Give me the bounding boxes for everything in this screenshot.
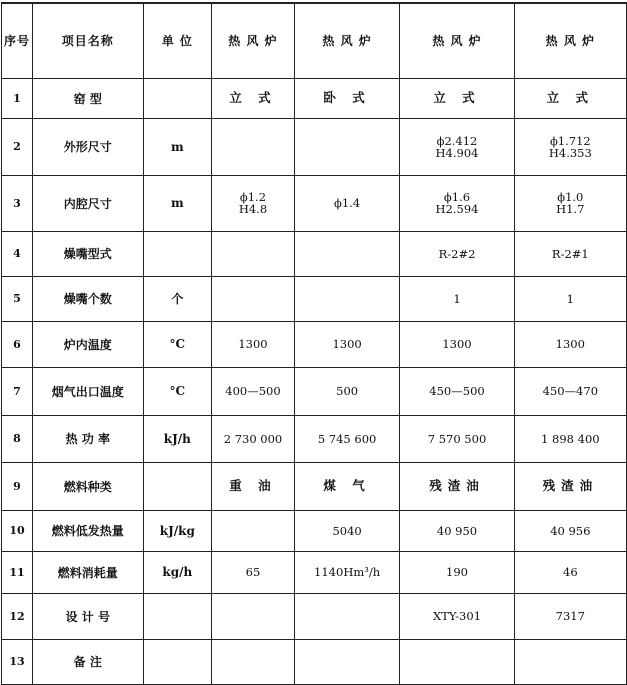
row-value-col-3 bbox=[400, 276, 514, 321]
row-item-name: 燃料消耗量 bbox=[33, 551, 144, 593]
header-unit: 单 位 bbox=[143, 3, 212, 78]
row-item-name: 燥嘴个数 bbox=[33, 276, 144, 321]
row-value-col-1 bbox=[212, 551, 295, 593]
row-number: 6 bbox=[2, 321, 33, 367]
row-value-col-2 bbox=[294, 276, 400, 321]
cell-value-line: 400—500 bbox=[225, 384, 281, 398]
cell-value-line: 1 bbox=[566, 291, 574, 306]
row-value-col-2 bbox=[294, 231, 400, 276]
cell-value-line: 立 式 bbox=[433, 90, 481, 105]
row-value-col-3 bbox=[400, 118, 514, 175]
cell-value-line: 7 570 500 bbox=[427, 431, 487, 446]
cell-value-line: H4.353 bbox=[548, 145, 592, 160]
cell-value-line: 7317 bbox=[555, 609, 585, 623]
cell-value-line: 500 bbox=[336, 384, 359, 398]
table-row bbox=[2, 231, 627, 276]
cell-value-line: 46 bbox=[563, 565, 578, 579]
row-value-col-1 bbox=[212, 462, 295, 510]
row-value-col-4 bbox=[514, 415, 626, 462]
row-value-col-2 bbox=[294, 462, 400, 510]
row-number: 2 bbox=[2, 118, 33, 175]
row-unit: kg/h bbox=[143, 551, 212, 593]
table-row bbox=[2, 175, 627, 231]
row-number: 7 bbox=[2, 367, 33, 415]
row-item-name: 燃料种类 bbox=[33, 462, 144, 510]
row-value-col-1 bbox=[212, 367, 295, 415]
header-col-2: 热 风 炉 bbox=[294, 3, 400, 78]
header-col-3: 热 风 炉 bbox=[400, 3, 514, 78]
row-unit: m bbox=[143, 175, 212, 231]
row-unit bbox=[143, 78, 212, 118]
table-row bbox=[2, 367, 627, 415]
header-col-4: 热 风 炉 bbox=[514, 3, 626, 78]
table-row bbox=[2, 551, 627, 593]
cell-value-line: R-2#1 bbox=[551, 246, 589, 261]
row-value-col-2 bbox=[294, 593, 400, 639]
row-number: 5 bbox=[2, 276, 33, 321]
row-unit bbox=[143, 593, 212, 639]
row-number: 11 bbox=[2, 551, 33, 593]
row-value-col-2 bbox=[294, 639, 400, 684]
row-number: 8 bbox=[2, 415, 33, 462]
cell-value-line: 立 式 bbox=[546, 90, 594, 105]
table-row bbox=[2, 639, 627, 684]
row-number: 13 bbox=[2, 639, 33, 684]
table-row bbox=[2, 593, 627, 639]
cell-value-line: 1 898 400 bbox=[541, 431, 600, 446]
cell-value-line: ϕ1.0 bbox=[557, 190, 584, 204]
row-unit: kJ/kg bbox=[143, 510, 212, 551]
row-value-col-2 bbox=[294, 321, 400, 367]
row-item-name: 设 计 号 bbox=[33, 593, 144, 639]
row-value-col-1 bbox=[212, 593, 295, 639]
row-value-col-2 bbox=[294, 78, 400, 118]
table-row bbox=[2, 321, 627, 367]
table-row bbox=[2, 78, 627, 118]
table-row bbox=[2, 510, 627, 551]
cell-value-line: 5040 bbox=[332, 523, 362, 538]
cell-value-line: 450—470 bbox=[542, 384, 599, 398]
row-value-col-3 bbox=[400, 551, 514, 593]
row-value-col-3 bbox=[400, 462, 514, 510]
cell-value-line: 卧 式 bbox=[323, 90, 371, 105]
row-value-col-4 bbox=[514, 462, 626, 510]
spec-table bbox=[1, 2, 627, 685]
row-value-col-1 bbox=[212, 321, 295, 367]
row-value-col-4 bbox=[514, 175, 626, 231]
cell-value-line: 残渣油 bbox=[542, 478, 599, 493]
cell-value-line: 40 956 bbox=[550, 523, 591, 538]
row-number: 10 bbox=[2, 510, 33, 551]
cell-value-line: 1140Hm³/h bbox=[314, 565, 381, 579]
cell-value-line: 190 bbox=[446, 565, 468, 579]
row-number: 9 bbox=[2, 462, 33, 510]
row-value-col-3 bbox=[400, 510, 514, 551]
row-value-col-3 bbox=[400, 367, 514, 415]
table-row bbox=[2, 276, 627, 321]
row-value-col-3 bbox=[400, 415, 514, 462]
row-number: 12 bbox=[2, 593, 33, 639]
row-value-col-4 bbox=[514, 118, 626, 175]
cell-value-line: 立 式 bbox=[229, 90, 277, 105]
cell-value-line: ϕ1.712 bbox=[549, 133, 591, 148]
cell-value-line: H1.7 bbox=[556, 202, 585, 216]
row-item-name: 备 注 bbox=[33, 639, 144, 684]
row-unit: °C bbox=[143, 321, 212, 367]
row-value-col-1 bbox=[212, 231, 295, 276]
table-row bbox=[2, 415, 627, 462]
row-number: 3 bbox=[2, 175, 33, 231]
row-value-col-4 bbox=[514, 276, 626, 321]
row-value-col-3 bbox=[400, 175, 514, 231]
row-unit: 个 bbox=[143, 276, 212, 321]
row-unit: °C bbox=[143, 367, 212, 415]
row-value-col-1 bbox=[212, 639, 295, 684]
row-value-col-2 bbox=[294, 118, 400, 175]
row-value-col-2 bbox=[294, 415, 400, 462]
row-item-name: 燃料低发热量 bbox=[33, 510, 144, 551]
row-unit bbox=[143, 639, 212, 684]
row-value-col-4 bbox=[514, 231, 626, 276]
row-value-col-4 bbox=[514, 639, 626, 684]
row-item-name: 外形尺寸 bbox=[33, 118, 144, 175]
row-value-col-4 bbox=[514, 321, 626, 367]
row-unit: m bbox=[143, 118, 212, 175]
row-item-name: 炉内温度 bbox=[33, 321, 144, 367]
row-value-col-1 bbox=[212, 276, 295, 321]
cell-value-line: 1300 bbox=[238, 337, 268, 351]
cell-value-line: 450—500 bbox=[429, 384, 485, 398]
cell-value-line: 煤 气 bbox=[323, 478, 371, 493]
row-item-name: 热 功 率 bbox=[33, 415, 144, 462]
row-value-col-1 bbox=[212, 118, 295, 175]
cell-value-line: 1300 bbox=[555, 337, 585, 351]
table-row bbox=[2, 462, 627, 510]
row-item-name: 燥嘴型式 bbox=[33, 231, 144, 276]
cell-value-line: 40 950 bbox=[436, 523, 478, 538]
row-value-col-2 bbox=[294, 367, 400, 415]
row-value-col-3 bbox=[400, 78, 514, 118]
row-value-col-4 bbox=[514, 551, 626, 593]
row-value-col-2 bbox=[294, 510, 400, 551]
table-row bbox=[2, 118, 627, 175]
row-value-col-3 bbox=[400, 593, 514, 639]
row-value-col-4 bbox=[514, 593, 626, 639]
cell-value-line: XTY-301 bbox=[432, 609, 482, 623]
row-value-col-1 bbox=[212, 78, 295, 118]
row-item-name: 烟气出口温度 bbox=[33, 367, 144, 415]
row-value-col-3 bbox=[400, 231, 514, 276]
row-value-col-3 bbox=[400, 321, 514, 367]
row-item-name: 内腔尺寸 bbox=[33, 175, 144, 231]
row-unit bbox=[143, 462, 212, 510]
row-value-col-1 bbox=[212, 510, 295, 551]
row-value-col-2 bbox=[294, 551, 400, 593]
cell-value-line: 5 745 600 bbox=[317, 431, 377, 446]
row-value-col-4 bbox=[514, 510, 626, 551]
cell-value-line: 65 bbox=[245, 565, 261, 579]
row-value-col-3 bbox=[400, 639, 514, 684]
header-item-name: 项目名称 bbox=[33, 3, 144, 78]
cell-value-line: ϕ2.412 bbox=[436, 133, 478, 148]
row-number: 4 bbox=[2, 231, 33, 276]
cell-value-line: H4.904 bbox=[435, 145, 479, 160]
header-row bbox=[2, 3, 627, 78]
cell-value-line: H2.594 bbox=[435, 202, 479, 216]
cell-value-line: 1300 bbox=[442, 337, 472, 351]
row-unit: kJ/h bbox=[143, 415, 212, 462]
row-item-name: 窑 型 bbox=[33, 78, 144, 118]
cell-value-line: 1300 bbox=[332, 337, 362, 351]
table-body bbox=[2, 78, 627, 684]
cell-value-line: 残渣油 bbox=[429, 478, 485, 493]
row-value-col-1 bbox=[212, 415, 295, 462]
row-unit bbox=[143, 231, 212, 276]
header-col-1: 热 风 炉 bbox=[212, 3, 295, 78]
cell-value-line: R-2#2 bbox=[438, 246, 476, 261]
cell-value-line: 2 730 000 bbox=[223, 431, 283, 446]
row-value-col-2 bbox=[294, 175, 400, 231]
cell-value-line: 重 油 bbox=[229, 478, 277, 493]
cell-value-line: ϕ1.4 bbox=[334, 196, 361, 210]
cell-value-line: ϕ1.2 bbox=[239, 190, 267, 204]
row-value-col-1 bbox=[212, 175, 295, 231]
cell-value-line: 1 bbox=[453, 291, 461, 306]
cell-value-line: H4.8 bbox=[238, 202, 268, 216]
row-number: 1 bbox=[2, 78, 33, 118]
row-value-col-4 bbox=[514, 78, 626, 118]
cell-value-line: ϕ1.6 bbox=[443, 190, 471, 204]
header-index: 序号 bbox=[2, 3, 33, 78]
row-value-col-4 bbox=[514, 367, 626, 415]
